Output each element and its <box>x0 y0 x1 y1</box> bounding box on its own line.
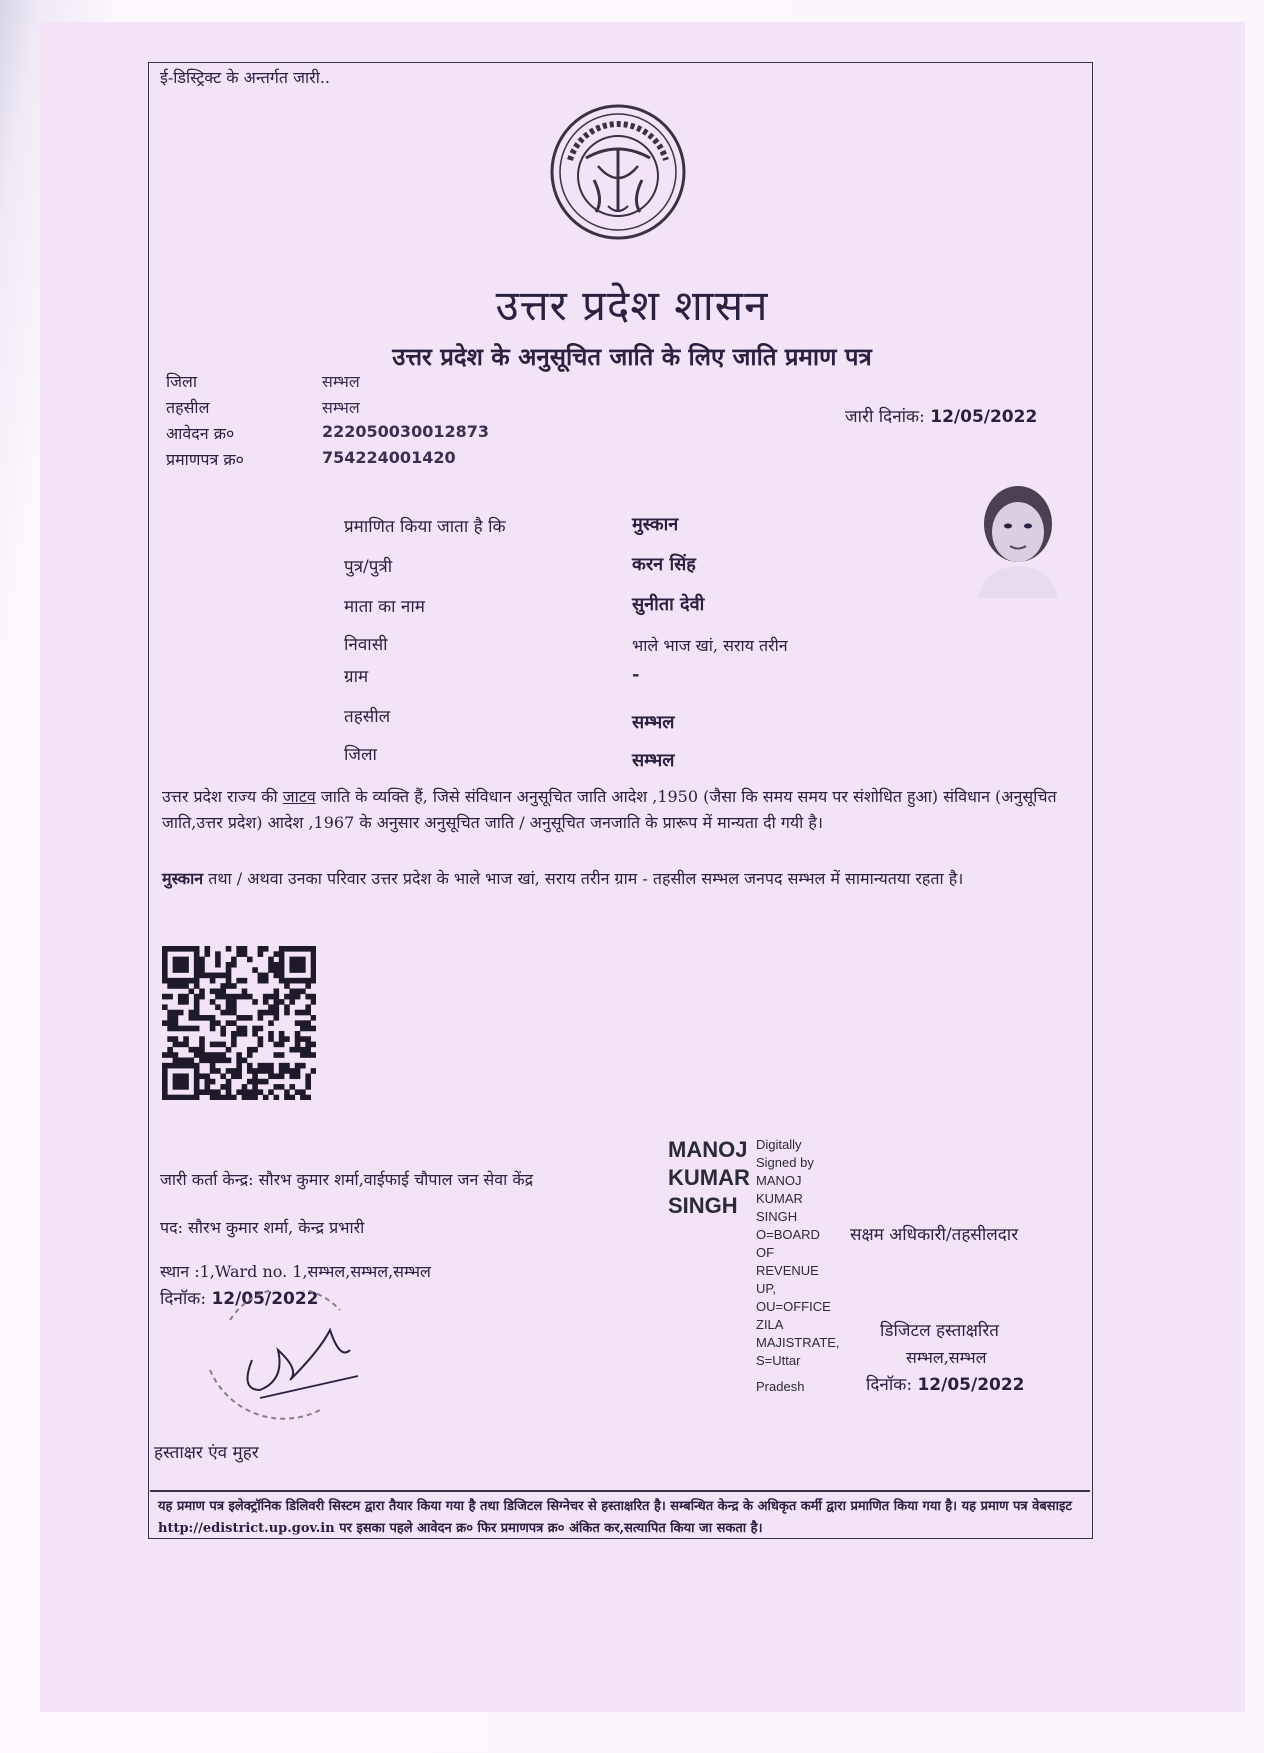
up-government-emblem-icon <box>548 100 688 244</box>
father-name: करन सिंह <box>632 554 696 575</box>
signer-detail-line: UP, <box>756 1281 776 1296</box>
signer-line-2: KUMAR <box>668 1165 750 1190</box>
field-tehsil-label: तहसील <box>344 707 391 727</box>
field-district-value: सम्भल <box>632 750 675 771</box>
signer-detail-line: OF <box>756 1245 775 1260</box>
signer-line-1: MANOJ <box>668 1137 748 1162</box>
signer-detail-line: REVENUE <box>756 1263 819 1278</box>
caste-paragraph-start: उत्तर प्रदेश राज्य की <box>162 787 283 806</box>
meta-district-value: सम्भल <box>322 372 360 391</box>
meta-tehsil-label: तहसील <box>166 398 210 417</box>
digital-signature-details <box>756 1136 856 1396</box>
signer-detail-line: OU=OFFICE <box>756 1299 831 1314</box>
signer-detail-line: SINGH <box>756 1209 798 1224</box>
signer-detail-line: S=Uttar <box>756 1353 801 1368</box>
certified-label: प्रमाणित किया जाता है कि <box>344 517 506 537</box>
signer-detail-line: MANOJ <box>756 1173 802 1188</box>
meta-application-number: 222050030012873 <box>322 422 489 441</box>
authority-date-label: दिनॉक: <box>866 1375 913 1395</box>
mother-label: माता का नाम <box>344 597 425 617</box>
applicant-photo <box>958 478 1072 598</box>
mother-name: सुनीता देवी <box>632 594 705 615</box>
verification-footer: यह प्रमाण पत्र इलेक्ट्रॉनिक डिलिवरी सिस्टम द्वारा तैयार किया गया है तथा डिजिटल सिग्नेचर से हस्ताक्षरित है। सम्बन्धित केन्द्र के अधिकृत कर्मी द्वारा प्रमाणित किया गया है। यह प्रमाण पत्र वेबसाइट http://edistrict.up.gov.in पर इसका पहले आवेदन क्र० फिर प्रमाणपत्र क्र० अंकित कर,सत्यापित किया जा सकता है। <box>158 1499 1072 1536</box>
signer-detail-line: ZILA <box>756 1317 784 1332</box>
issuer-post: पद: सौरभ कुमार शर्मा, केन्द्र प्रभारी <box>160 1218 365 1237</box>
signer-detail-line: Pradesh <box>756 1379 805 1394</box>
certificate-title: उत्तर प्रदेश के अनुसूचित जाति के लिए जाति प्रमाण पत्र <box>392 342 872 371</box>
caste-paragraph <box>162 784 1072 836</box>
caste-paragraph-rest: जाति के व्यक्ति हैं, जिसे संविधान अनुसूचित जाति आदेश ,1950 (जैसा कि समय समय पर संशोधित हुआ) संविधान (अनुसूचित जाति,उत्तर प्रदेश) आदेश ,1967 के अनुसार अनुसूचित जाति / अनुसूचित जनजाति के प्रारूप में मान्यता दी गयी है। <box>162 787 1057 832</box>
residence-paragraph-rest: तथा / अथवा उनका परिवार उत्तर प्रदेश के भाले भाज खां, सराय तरीन ग्राम - तहसील सम्भल जनपद सम्भल में सामान्यतया रहता है। <box>203 869 964 888</box>
issuing-center: जारी कर्ता केन्द्र: सौरभ कुमार शर्मा,वाईफाई चौपाल जन सेवा केंद्र <box>160 1170 534 1189</box>
village-label: ग्राम <box>344 667 369 687</box>
authority-date-value: 12/05/2022 <box>917 1375 1025 1395</box>
resident-label: निवासी <box>344 635 388 655</box>
signature-seal-label: हस्ताक्षर एंव मुहर <box>154 1443 259 1463</box>
qr-code <box>162 946 316 1100</box>
issuer-date-label: दिनॉक: <box>160 1289 207 1309</box>
child-of-label: पुत्र/पुत्री <box>344 557 393 577</box>
signer-detail-line: O=BOARD <box>756 1227 820 1242</box>
issuer-place: स्थान :1,Ward no. 1,सम्भल,सम्भल,सम्भल <box>160 1262 431 1281</box>
caste-name: जाटव <box>282 787 316 806</box>
issuer-date-value: 12/05/2022 <box>211 1289 319 1309</box>
residence-paragraph <box>162 866 1072 892</box>
authority-date <box>866 1372 1025 1395</box>
field-district-label: जिला <box>344 745 377 765</box>
meta-certificate-label: प्रमाणपत्र क्र० <box>166 450 244 469</box>
residence-name: मुस्कान <box>162 869 204 888</box>
signer-detail-gap <box>756 1370 856 1378</box>
signer-detail-line: Signed by <box>756 1155 814 1170</box>
issued-under-text: ई-डिस्ट्रिक्ट के अन्तर्गत जारी.. <box>160 68 331 87</box>
issue-date-value: 12/05/2022 <box>930 407 1038 427</box>
issue-date <box>845 404 1037 427</box>
meta-application-label: आवेदन क्र० <box>166 424 235 443</box>
resident-value: भाले भाज खां, सराय तरीन <box>632 636 788 655</box>
certified-name: मुस्कान <box>632 514 679 535</box>
authority-place: सम्भल,सम्भल <box>906 1348 987 1367</box>
seal-and-signature <box>190 1290 380 1420</box>
government-title: उत्तर प्रदेश शासन <box>495 281 769 330</box>
footer-divider <box>150 1490 1090 1492</box>
signer-detail-line: Digitally <box>756 1137 802 1152</box>
digital-signer-name <box>668 1136 750 1220</box>
meta-tehsil-value: सम्भल <box>322 398 360 417</box>
signer-line-3: SINGH <box>668 1193 738 1218</box>
signer-detail-line: MAJISTRATE, <box>756 1335 840 1350</box>
signer-detail-line: KUMAR <box>756 1191 803 1206</box>
digitally-signed-label: डिजिटल हस्ताक्षरित <box>880 1321 999 1341</box>
competent-authority: सक्षम अधिकारी/तहसीलदार <box>850 1225 1019 1245</box>
village-value: - <box>632 664 640 685</box>
meta-certificate-number: 754224001420 <box>322 448 456 467</box>
meta-district-label: जिला <box>166 372 198 391</box>
field-tehsil-value: सम्भल <box>632 712 675 733</box>
issue-date-label: जारी दिनांक: <box>845 407 925 427</box>
